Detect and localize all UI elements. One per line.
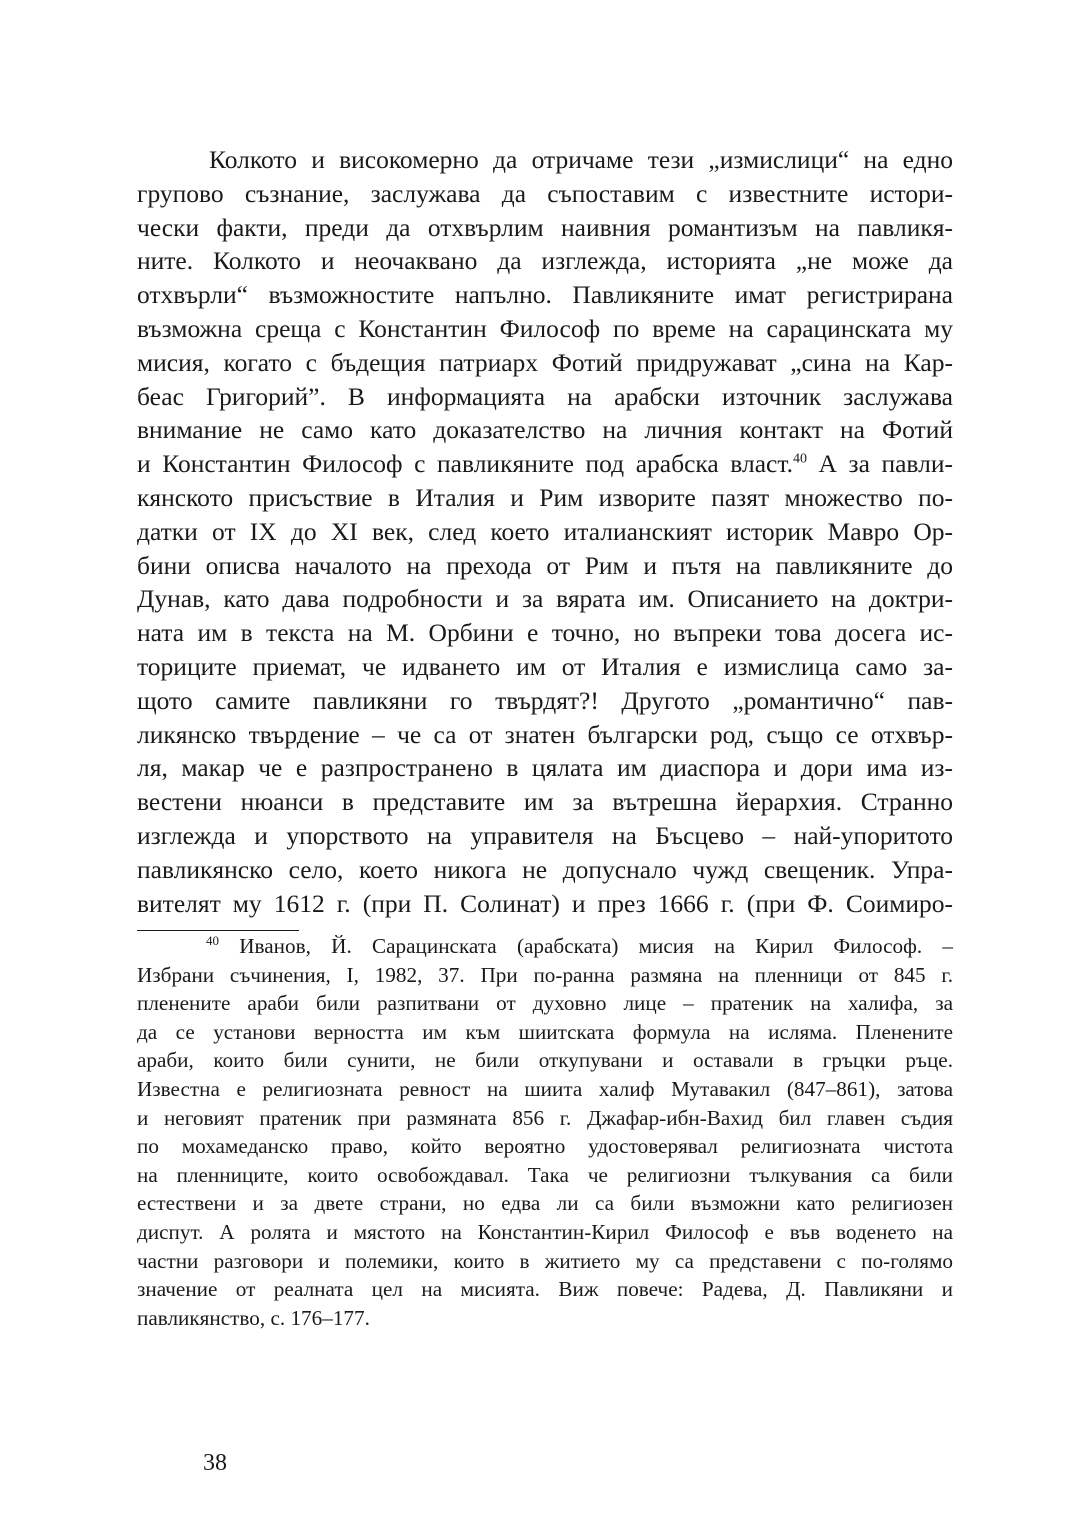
footnote-line: по мохамеданско право, който вероятно удостоверявал религиозната чистота [137,1134,953,1159]
text-line: щото самите павликяни го твърдят?! Другото „романтично“ пав- [137,685,953,715]
footnote-line: естествени и за двете страни, но едва ли са били възможни като религиозен [137,1191,953,1216]
text-line: вестени нюанси в представите им за вътрешна йерархия. Странно [137,787,953,817]
text-line: мисия, когато с бъдещия патриарх Фотий придружават „сина на Кар- [137,347,953,377]
footnote-line: да се установи верността им към шиитската формула на исляма. Пленените [137,1019,953,1044]
footnote-line: араби, които били сунити, не били откупувани и оставали в гръцки ръце. [137,1048,953,1073]
text-line: вителят му 1612 г. (при П. Солинат) и през 1666 г. (при Ф. Соимиро- [137,888,953,918]
footnote [137,932,953,1332]
text-line: Колкото и високомерно да отричаме тези „измислици“ на едно [209,145,953,174]
footnote-line: значение от реалната цел на мисията. Виж повече: Радева, Д. Павликяни и [137,1277,953,1302]
text-line: ната им в текста на М. Орбини е точно, но въпреки това досега ис- [137,618,953,648]
text-line-with-footnote-ref [137,447,953,481]
footnote-line: Избрани съчинения, I, 1982, 37. При по-ранна размяна на пленници от 845 г. [137,962,953,987]
footnote-line: на пленниците, които освобождавал. Така че религиозни тълкувания са били [137,1162,953,1187]
page-number: 38 [203,1450,227,1476]
text-line: ликянско твърдение – че са от знатен български род, също се отхвър- [137,719,953,749]
footnote-line: Известна е религиозната ревност на шиита халиф Мутавакил (847–861), затова [137,1076,953,1101]
footnote-line: диспут. А ролята и мястото на Константин-Кирил Философ е във воденето на [137,1219,953,1244]
footnote-line: и неговият пратеник при размяната 856 г. Джафар-ибн-Вахид бил главен съдия [137,1105,953,1130]
text-segment: А за павли- [806,449,953,479]
text-line: павликянско село, което никога не допуснало чужд свещеник. Упра- [137,854,953,884]
footnote-line: частни разговори и полемики, които в житието му са представени с по-голямо [137,1248,953,1273]
footnote-reference[interactable]: 40 [792,451,807,467]
text-line: ните. Колкото и неочаквано да изглежда, историята „не може да [137,246,953,276]
text-line: Дунав, като дава подробности и за вярата им. Описанието на доктри- [137,584,953,614]
main-text [137,143,953,920]
text-line: чески факти, преди да отхвърлим наивния романтизъм на павликя- [137,212,953,242]
text-line: беас Григорий”. В информацията на арабски източник заслужава [137,381,953,411]
text-line: кянското присъствие в Италия и Рим изворите пазят множество по- [137,482,953,512]
footnote-line: павликянство, с. 176–177. [137,1305,370,1330]
footnote-text: Иванов, Й. Сарацинската (арабската) мисия на Кирил Философ. – [219,934,953,958]
footnote-marker: 40 [206,932,219,948]
text-line: възможна среща с Константин Философ по време на сарацинската му [137,313,953,343]
text-line: внимание не само като доказателство на личния контакт на Фотий [137,415,953,445]
text-line: ля, макар че е разпространено в цялата им диаспора и дори има из- [137,753,953,783]
text-segment: и Константин Философ с павликяните под арабска власт. [137,449,793,479]
text-line: групово съзнание, заслужава да съпоставим с известните истори- [137,178,953,208]
text-line: изглежда и упорството на управителя на Бъсцево – най-упоритото [137,820,953,850]
text-line: отхвърли“ възможностите напълно. Павликяните имат регистрирана [137,280,953,310]
text-line: бини описва началото на прехода от Рим и пътя на павликяните до [137,550,953,580]
footnote-line: пленените араби били разпитвани от духовно лице – пратеник на халифа, за [137,991,953,1016]
footnote-line [137,932,953,961]
text-line: датки от IX до XI век, след което италианският историк Мавро Ор- [137,516,953,546]
text-line: ториците приемат, че идването им от Италия е измислица само за- [137,651,953,681]
footnote-separator [137,930,299,931]
